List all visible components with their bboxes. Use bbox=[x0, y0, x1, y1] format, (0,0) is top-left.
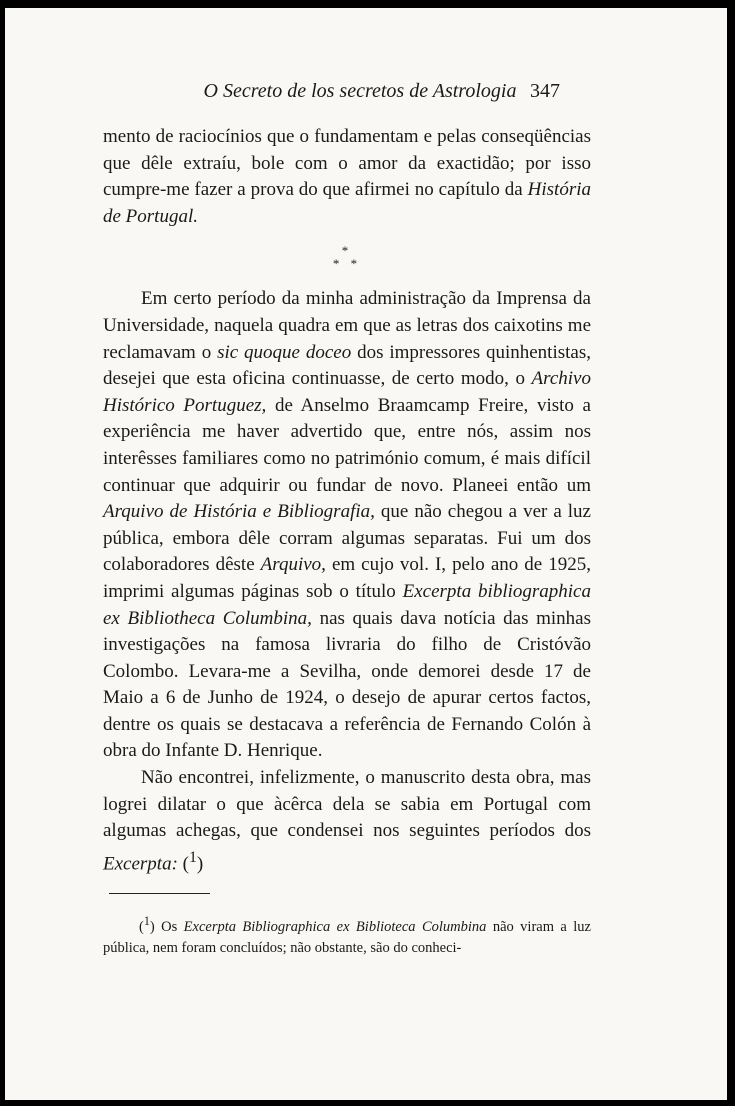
running-title: O Secreto de los secretos de Astrologia bbox=[203, 80, 517, 102]
paragraph-2-text-c: de Anselmo Braamcamp Freire, visto a experiência me haver advertido que, entre nós, assim nos interêsses familiares como no património comum, é mais difícil continuar que adquirir ou fundar de novo. Planeei então um bbox=[103, 394, 591, 496]
body-text bbox=[103, 124, 591, 878]
paragraph-3 bbox=[103, 765, 591, 878]
paragraph-2-text-f: nas quais dava notícia das minhas investigações na famosa livraria do filho de Cristóvão Colombo. Levara-me a Sevilha, onde demorei desde 17 de Maio a 6 de Junho de 1924, o desejo de apurar certos factos, dentre os quais se destacava a referência de Fernando Colón à obra do Infante D. Henrique. bbox=[103, 607, 591, 762]
footnote-text bbox=[103, 911, 591, 959]
asterism-bottom: * * bbox=[332, 256, 362, 272]
footnote-mark: 1 bbox=[143, 914, 150, 928]
paragraph-1 bbox=[103, 124, 591, 230]
footnote-open-paren: ( bbox=[139, 918, 144, 935]
paragraph-2-text-a: Em certo período da minha administração da Imprensa da Universidade, naquela quadra em que as letras dos caixotins me reclamavam o bbox=[103, 288, 591, 363]
paragraph-2-text-b: dos impressores quinhentistas, desejei que esta oficina continuasse, de certo modo, o bbox=[103, 341, 591, 390]
paragraph-2-italic-a: sic quoque doceo bbox=[217, 341, 352, 363]
footnote-close-paren: ) Os bbox=[149, 918, 184, 935]
paragraph-2-italic-e: Excerpta bibliographica ex Bibliotheca Columbina, bbox=[103, 580, 591, 629]
paragraph-1-italic: História de Portugal. bbox=[103, 179, 591, 227]
footnote-text-a: não viram a luz pública, nem foram concluídos; não obstante, são do conheci- bbox=[103, 918, 591, 956]
asterism-top: * bbox=[341, 243, 353, 259]
book-page bbox=[5, 8, 727, 1100]
paragraph-2-text-e: em cujo vol. I, pelo ano de 1925, imprimi algumas páginas sob o título bbox=[103, 554, 591, 602]
paragraph-2 bbox=[103, 286, 591, 765]
paragraph-3-text-a: Não encontrei, infelizmente, o manuscrito desta obra, mas logrei dilatar o que àcêrca dela se sabia em Portugal com algumas achegas, que condensei nos seguintes períodos dos bbox=[103, 767, 591, 842]
paragraph-3-italic-a: Excerpta: bbox=[103, 853, 178, 875]
page-number: 347 bbox=[530, 80, 560, 102]
footnote bbox=[103, 911, 591, 959]
paragraph-2-italic-d: Arquivo, bbox=[260, 554, 326, 576]
footnote-italic: Excerpta Bibliographica ex Biblioteca Columbina bbox=[183, 918, 487, 935]
paragraph-1-text: mento de raciocínios que o fundamentam e pelas conseqüências que dêle extraíu, bole com o amor da exactidão; por isso cumpre-me fazer a prova do que afirmei no capítulo da bbox=[103, 126, 591, 201]
footnote-rule bbox=[109, 893, 210, 894]
paragraph-3-text-c: ) bbox=[196, 853, 204, 875]
paragraph-2-italic-c: Arquivo de História e Bibliografia, bbox=[103, 501, 375, 523]
paragraph-2-italic-b: Archivo Histórico Portuguez, bbox=[103, 368, 591, 416]
paragraph-3-text-b: ( bbox=[177, 853, 189, 875]
footnote-reference: 1 bbox=[188, 848, 197, 866]
section-asterism bbox=[103, 244, 591, 270]
page-header bbox=[5, 80, 727, 110]
paragraph-2-text-d: que não chegou a ver a luz pública, embora dêle corram algumas separatas. Fui um dos colaboradores dêste bbox=[103, 501, 591, 576]
